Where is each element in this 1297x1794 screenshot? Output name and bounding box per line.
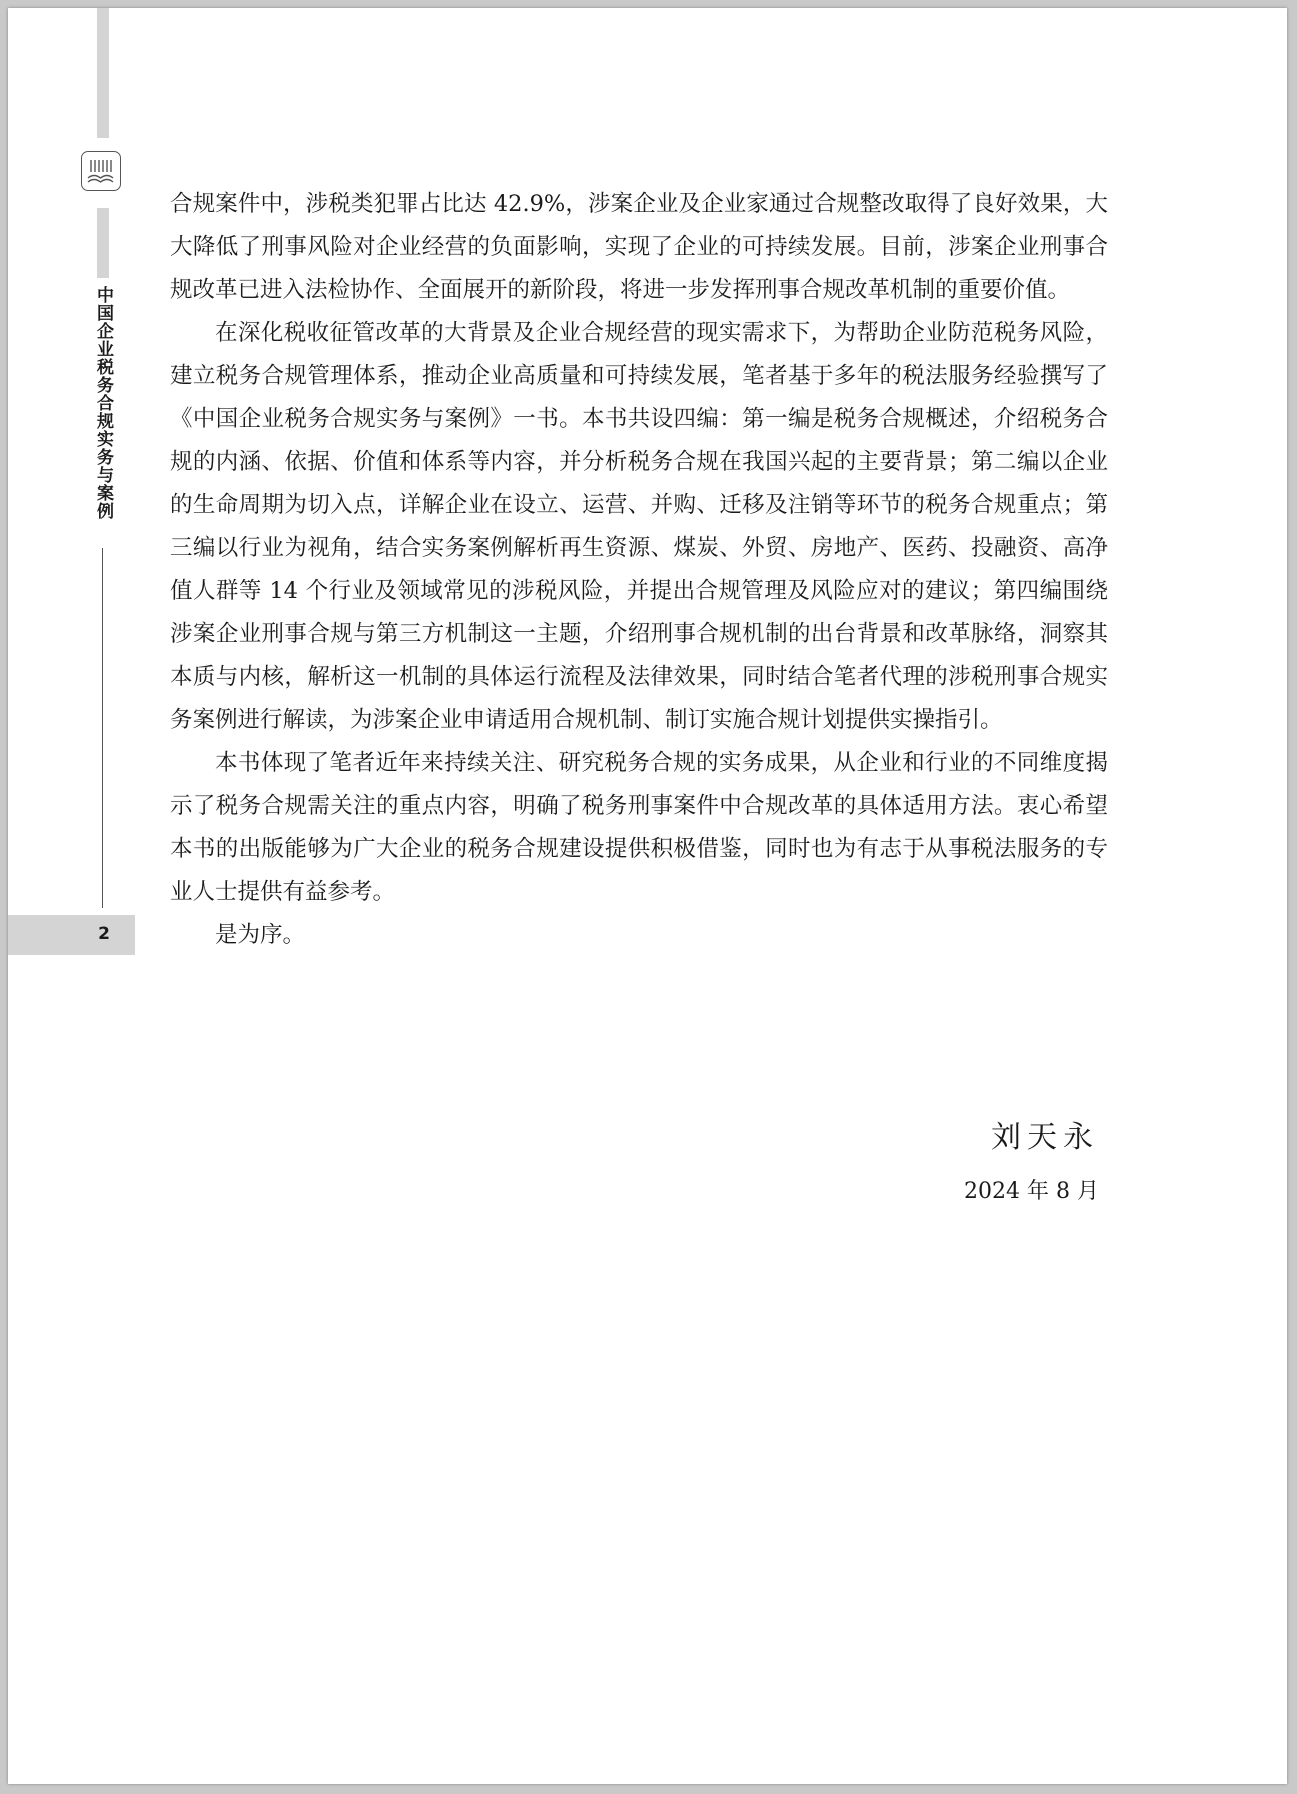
book-page — [8, 8, 1287, 1784]
book-logo-icon — [81, 151, 121, 191]
body-text — [170, 183, 1108, 957]
running-head-book-title: 中国企业税务合规实务与案例 — [93, 286, 113, 520]
margin-decoration-bar — [97, 8, 109, 138]
paragraph: 合规案件中，涉税类犯罪占比达 42.9%，涉案企业及企业家通过合规整改取得了良好效果，大大降低了刑事风险对企业经营的负面影响，实现了企业的可持续发展。目前，涉案企业刑事合规改革已进入法检协作、全面展开的新阶段，将进一步发挥刑事合规改革机制的重要价值。 — [170, 191, 1108, 303]
page-number-tab — [8, 915, 135, 955]
page-number: 2 — [98, 924, 110, 944]
margin-rule — [102, 548, 103, 908]
paragraph: 在深化税收征管改革的大背景及企业合规经营的现实需求下，为帮助企业防范税务风险，建立税务合规管理体系，推动企业高质量和可持续发展，笔者基于多年的税法服务经验撰写了《中国企业税务合规实务与案例》一书。本书共设四编：第一编是税务合规概述，介绍税务合规的内涵、依据、价值和体系等内容，并分析税务合规在我国兴起的主要背景；第二编以企业的生命周期为切入点，详解企业在设立、运营、并购、迁移及注销等环节的税务合规重点；第三编以行业为视角，结合实务案例解析再生资源、煤炭、外贸、房地产、医药、投融资、高净值人群等 14 个行业及领域常见的涉税风险，并提出合规管理及风险应对的建议；第四编围绕涉案企业刑事合规与第三方机制这一主题，介绍刑事合规机制的出台背景和改革脉络，洞察其本质与内核，解析这一机制的具体运行流程及法律效果，同时结合笔者代理的涉税刑事合规实务案例进行解读，为涉案企业申请适用合规机制、制订实施合规计划提供实操指引。 — [170, 320, 1108, 733]
author-signature: 刘天永 — [991, 1120, 1099, 1155]
margin-decoration-bar — [97, 208, 109, 278]
paragraph: 本书体现了笔者近年来持续关注、研究税务合规的实务成果，从企业和行业的不同维度揭示了税务合规需关注的重点内容，明确了税务刑事案件中合规改革的具体适用方法。衷心希望本书的出版能够为广大企业的税务合规建设提供积极借鉴，同时也为有志于从事税法服务的专业人士提供有益参考。 — [170, 750, 1108, 905]
preface-date: 2024 年 8 月 — [964, 1179, 1099, 1204]
paragraph: 是为序。 — [215, 922, 306, 948]
